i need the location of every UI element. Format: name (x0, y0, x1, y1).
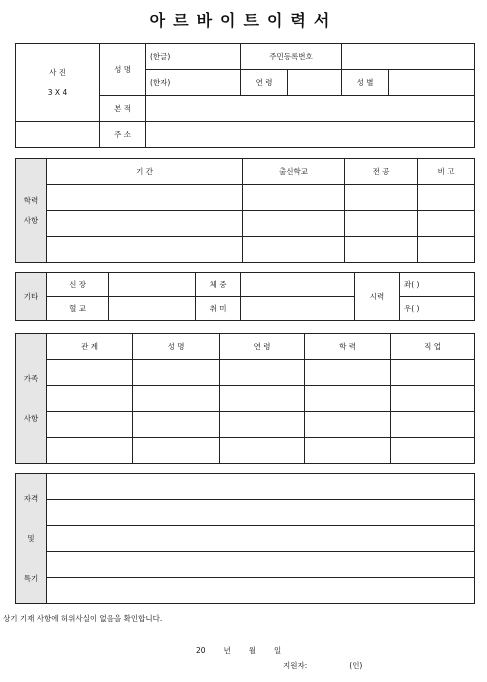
family-cell[interactable] (133, 412, 220, 438)
year-unit: 년 (223, 646, 231, 655)
day-unit: 일 (274, 646, 282, 655)
family-table (15, 333, 475, 464)
qualification-line[interactable] (47, 552, 475, 578)
family-cell[interactable] (305, 386, 391, 412)
family-cell[interactable] (47, 438, 133, 464)
height-label: 신 장 (47, 273, 109, 297)
qualification-line[interactable] (47, 500, 475, 526)
family-cell[interactable] (391, 412, 475, 438)
family-cell[interactable] (391, 360, 475, 386)
edu-cell[interactable] (47, 185, 243, 211)
edu-header-major: 전 공 (345, 159, 418, 185)
family-cell[interactable] (133, 438, 220, 464)
other-info-table (15, 272, 475, 321)
right-eye-field[interactable]: 우( ) (400, 297, 475, 321)
family-cell[interactable] (47, 386, 133, 412)
weight-label: 체 중 (196, 273, 241, 297)
address-field[interactable] (146, 122, 475, 148)
blood-label: 혈 교 (47, 297, 109, 321)
personal-info-table (15, 43, 475, 148)
hanja-label: (한자) (146, 70, 241, 96)
year-prefix: 20 (196, 646, 206, 655)
gender-field[interactable] (389, 70, 475, 96)
gender-label: 성 별 (342, 70, 389, 96)
name-label: 성 명 (100, 44, 146, 96)
family-cell[interactable] (305, 438, 391, 464)
weight-field[interactable] (241, 273, 355, 297)
hometown-field[interactable] (146, 96, 475, 122)
photo-bottom-cell (16, 122, 100, 148)
family-header-job: 직 업 (391, 334, 475, 360)
family-cell[interactable] (220, 412, 305, 438)
resident-no-field[interactable] (342, 44, 475, 70)
hangul-label: (한글) (146, 44, 241, 70)
education-section-label: 학력 사항 (16, 159, 47, 263)
family-cell[interactable] (220, 360, 305, 386)
resident-no-label: 주민등록번호 (241, 44, 342, 70)
family-cell[interactable] (133, 386, 220, 412)
age-label: 연 령 (241, 70, 288, 96)
family-header-age: 연 령 (220, 334, 305, 360)
edu-header-period: 기 간 (47, 159, 243, 185)
edu-header-school: 출신학교 (243, 159, 345, 185)
family-cell[interactable] (220, 438, 305, 464)
edu-cell[interactable] (345, 237, 418, 263)
edu-cell[interactable] (47, 237, 243, 263)
family-cell[interactable] (47, 412, 133, 438)
edu-cell[interactable] (243, 185, 345, 211)
edu-cell[interactable] (418, 185, 475, 211)
vision-label: 시력 (355, 273, 400, 321)
edu-cell[interactable] (243, 211, 345, 237)
photo-label: 사 진 (49, 67, 66, 77)
hometown-label: 본 적 (100, 96, 146, 122)
edu-cell[interactable] (345, 211, 418, 237)
declaration-text: 상기 기재 사항에 허위사실이 없음을 확인합니다. (3, 614, 163, 623)
family-section-label: 가족 사항 (16, 334, 47, 464)
applicant-label: 지원자: (283, 661, 308, 670)
seal-label: (인) (349, 661, 363, 670)
family-cell[interactable] (220, 386, 305, 412)
family-cell[interactable] (391, 386, 475, 412)
signature-date (196, 645, 299, 656)
qualifications-table (15, 473, 475, 604)
hobby-label: 취 미 (196, 297, 241, 321)
family-cell[interactable] (391, 438, 475, 464)
blood-field[interactable] (109, 297, 196, 321)
hobby-field[interactable] (241, 297, 355, 321)
qualification-line[interactable] (47, 578, 475, 604)
other-section-label: 기타 (16, 273, 47, 321)
month-unit: 월 (248, 646, 257, 655)
photo-box (16, 44, 100, 122)
edu-header-note: 비 고 (418, 159, 475, 185)
edu-cell[interactable] (418, 211, 475, 237)
photo-size: 3 X 4 (47, 87, 68, 97)
family-header-education: 학 력 (305, 334, 391, 360)
family-cell[interactable] (305, 360, 391, 386)
qualifications-section-label: 자격 및 특기 (16, 474, 47, 604)
qualification-line[interactable] (47, 526, 475, 552)
family-header-name: 성 명 (133, 334, 220, 360)
education-table (15, 158, 475, 263)
edu-cell[interactable] (243, 237, 345, 263)
address-label: 주 소 (100, 122, 146, 148)
form-title: 아르바이트이력서 (149, 11, 338, 30)
family-header-relation: 관 계 (47, 334, 133, 360)
family-cell[interactable] (305, 412, 391, 438)
height-field[interactable] (109, 273, 196, 297)
family-cell[interactable] (47, 360, 133, 386)
qualification-line[interactable] (47, 474, 475, 500)
family-cell[interactable] (133, 360, 220, 386)
applicant-signature (283, 660, 404, 671)
edu-cell[interactable] (345, 185, 418, 211)
edu-cell[interactable] (418, 237, 475, 263)
edu-cell[interactable] (47, 211, 243, 237)
left-eye-field[interactable]: 좌( ) (400, 273, 475, 297)
age-field[interactable] (288, 70, 342, 96)
